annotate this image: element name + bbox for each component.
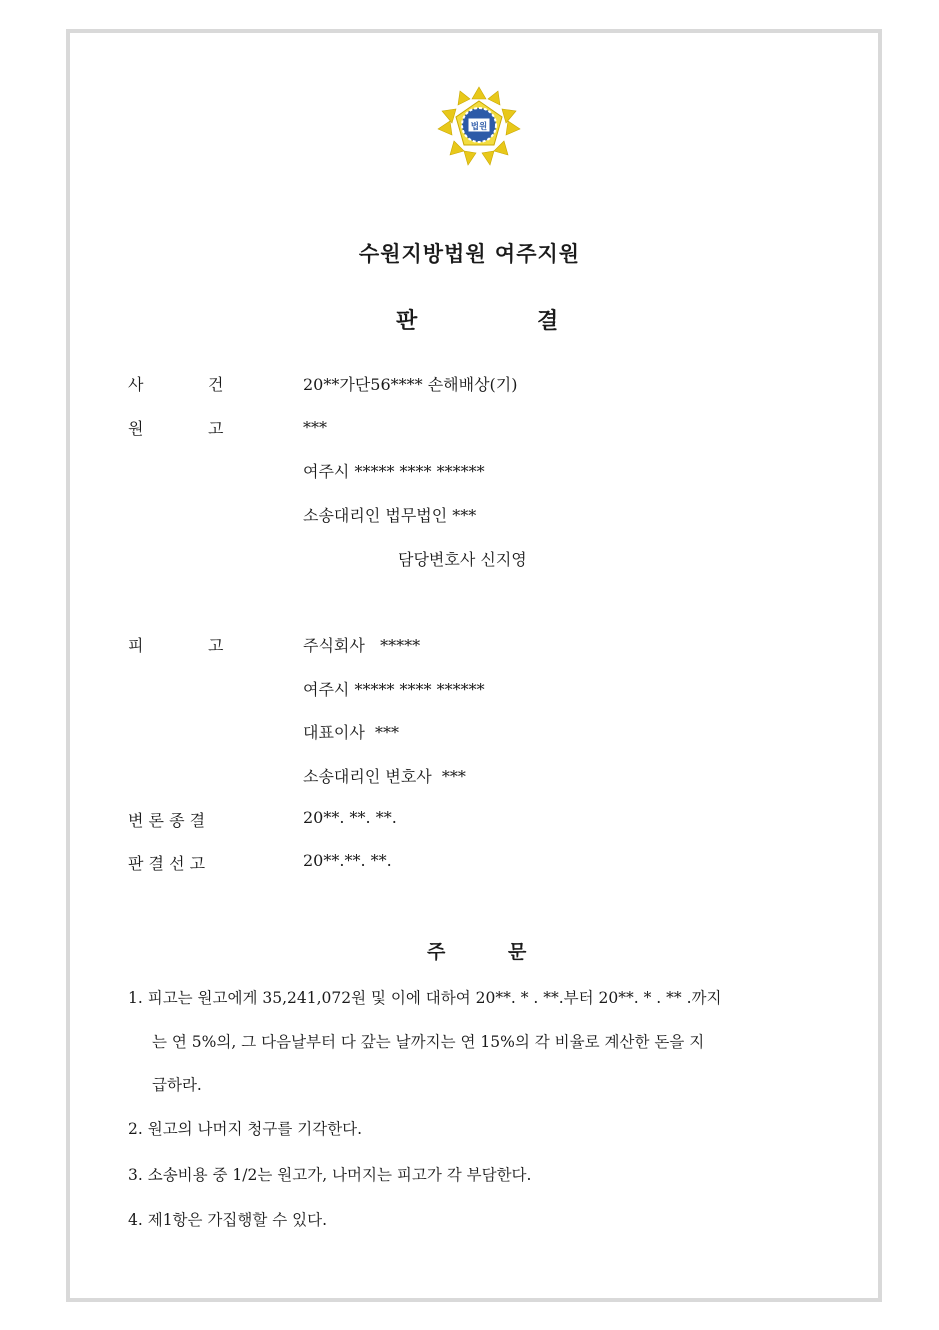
doc-title-right: 결 (537, 309, 559, 334)
plaintiff-address: 여주시 ***** **** ****** (303, 462, 485, 481)
order-item-1-line-2: 는 연 5%의, 그 다음날부터 다 갚는 날까지는 연 15%의 각 비율로 계산한 돈을 지 (152, 1033, 705, 1051)
judgment-date: 20**.**. **. (303, 851, 392, 870)
plaintiff-label-b: 고 (208, 419, 224, 438)
judgment-date-label: 판 결 선 고 (128, 854, 206, 873)
defendant-name: 주식회사 ***** (303, 636, 421, 655)
defendant-label-a: 피 (128, 636, 144, 655)
order-item-1-line-3: 급하라. (152, 1076, 202, 1094)
defendant-label-b: 고 (208, 636, 224, 655)
plaintiff-agent: 소송대리인 법무법인 *** (303, 506, 477, 525)
defendant-address: 여주시 ***** **** ****** (303, 680, 485, 699)
plaintiff-lawyer: 담당변호사 신지영 (398, 550, 527, 569)
doc-title-left: 판 (396, 309, 418, 334)
court-emblem-icon (436, 85, 522, 167)
order-item-3: 3. 소송비용 중 1/2는 원고가, 나머지는 피고가 각 부담한다. (128, 1166, 532, 1184)
case-label-b: 건 (208, 375, 224, 394)
emblem-text: 법원 (470, 122, 488, 132)
defendant-representative: 대표이사 *** (303, 723, 399, 742)
court-name: 수원지방법원 여주지원 (358, 242, 581, 266)
defendant-agent: 소송대리인 변호사 *** (303, 767, 466, 786)
plaintiff-name: *** (303, 418, 327, 437)
closing-argument-label: 변 론 종 결 (128, 811, 206, 830)
page-frame (66, 29, 882, 1302)
order-item-1-line-1: 1. 피고는 원고에게 35,241,072원 및 이에 대하여 20**. * . **.부터 20**. * . ** .까지 (128, 989, 722, 1007)
plaintiff-label-a: 원 (128, 419, 144, 438)
order-item-4: 4. 제1항은 가집행할 수 있다. (128, 1211, 328, 1229)
order-title-right: 문 (508, 941, 527, 963)
closing-argument-date: 20**. **. **. (303, 808, 397, 827)
case-number: 20**가단56**** 손해배상(기) (303, 375, 518, 394)
order-item-2: 2. 원고의 나머지 청구를 기각한다. (128, 1120, 363, 1138)
case-label-a: 사 (128, 375, 144, 394)
order-title-left: 주 (427, 941, 446, 963)
